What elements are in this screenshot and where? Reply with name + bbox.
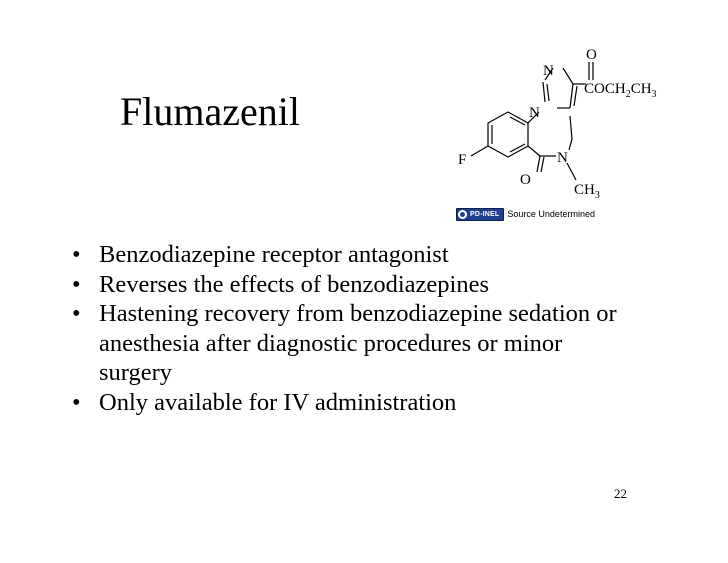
methyl-group: $CH_3$: [574, 182, 600, 201]
bullet-item: • Benzodiazepine receptor antagonist: [72, 240, 632, 270]
structure-bonds: [471, 62, 593, 180]
public-domain-icon: [458, 210, 467, 219]
license-badge-label: PD-INEL: [470, 210, 500, 218]
atom-n-ring-left: N: [529, 105, 540, 121]
bullet-item: • Only available for IV administration: [72, 388, 632, 418]
atom-o-carbonyl: O: [520, 172, 531, 188]
benzene-ring: [488, 112, 528, 157]
page-number: 22: [614, 486, 627, 501]
credit-text: Source Undetermined: [507, 209, 595, 219]
license-badge: [456, 208, 504, 221]
flumazenil-structure-diagram: [448, 40, 688, 208]
atom-f: F: [458, 152, 467, 168]
atom-o-ester: O: [586, 47, 597, 63]
ester-group: $COCH_2CH_3$: [584, 81, 657, 100]
image-credit: [456, 208, 595, 220]
slide-title: Flumazenil: [120, 89, 300, 134]
bullet-item: • Reverses the effects of benzodiazepines: [72, 270, 632, 300]
atom-n-ring-top: N: [543, 63, 554, 79]
bullet-item: • Hastening recovery from benzodiazepine sedation or anesthesia after diagnostic procedures or minor surgery: [72, 299, 632, 388]
atom-n-amide: N: [557, 150, 568, 166]
bullet-list: [72, 240, 632, 417]
